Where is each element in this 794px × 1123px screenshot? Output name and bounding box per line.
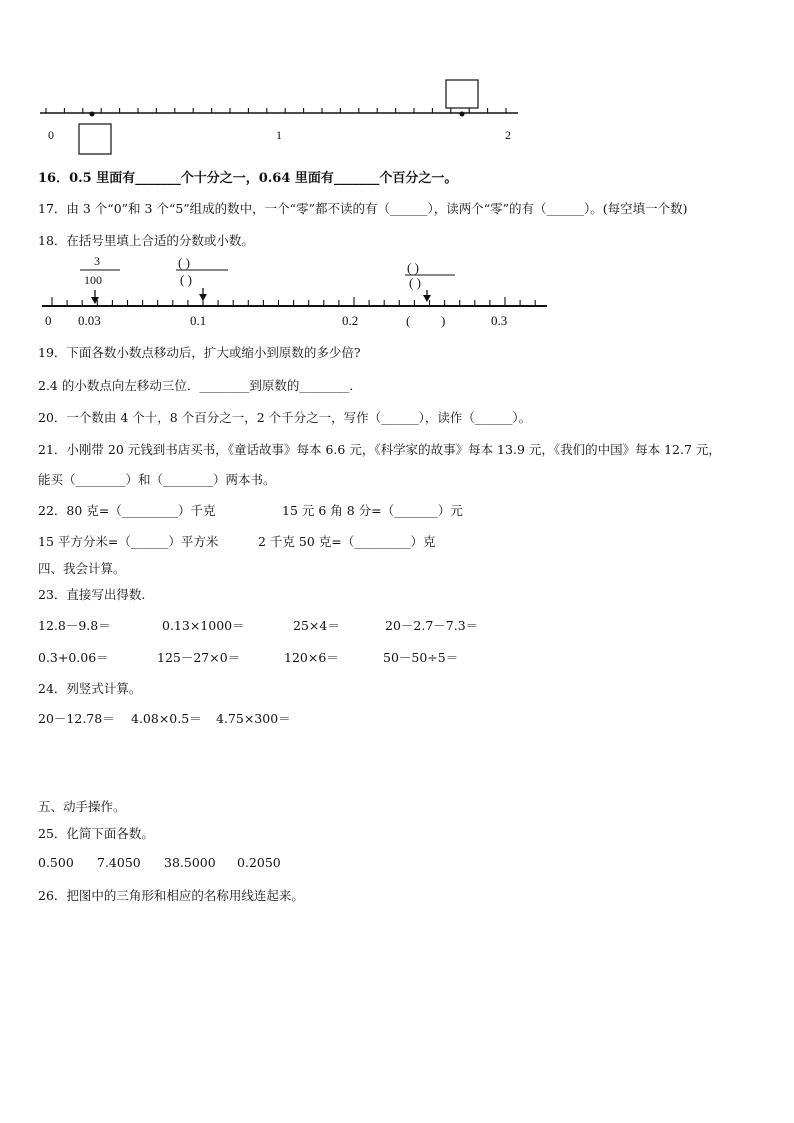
tick-label-01: 0.1 [190,313,207,328]
question-18: 18．在括号里填上合适的分数或小数。 [38,233,254,248]
question-22-b: 15 元 6 角 8 分=（_______）元 [282,503,463,518]
question-26: 26．把图中的三角形和相应的名称用线连起来。 [38,888,304,903]
fraction-numerator: 3 [94,254,100,268]
question-22-c: 15 平方分米=（______）平方米 [38,534,219,549]
paren-blank-a-top[interactable]: ( ) [178,255,190,270]
tick-label-02: 0.2 [342,313,359,328]
calc-item: 125－27×0＝ [157,650,241,665]
answer-box-top[interactable] [446,80,478,108]
tick-label-2: 2 [505,128,511,142]
tick-label-003: 0.03 [78,313,101,328]
calc-item: 12.8－9.8＝ [38,618,111,633]
vertical-calc-item: 4.08×0.5＝ [131,711,202,726]
section-4-heading: 四、我会计算。 [38,561,126,576]
simplify-item: 7.4050 [97,855,141,870]
tick-label-03: 0.3 [491,313,508,328]
vertical-calc-item: 20－12.78＝ [38,711,115,726]
calc-item: 25×4＝ [293,618,340,633]
question-21-line1: 21．小刚带 20 元钱到书店买书，《童话故事》每本 6.6 元，《科学家的故事》每本 13.9 元，《我们的中国》每本 12.7 元， [38,442,721,457]
question-20: 20．一个数由 4 个十，8 个百分之一，2 个千分之一，写作（______），读作（______）。 [38,410,532,425]
question-16: 16．0.5 里面有_______个十分之一，0.64 里面有_______个百分之一。 [38,171,458,186]
calc-item: 0.13×1000＝ [162,618,245,633]
paren-blank-b-bottom[interactable]: ( ) [409,275,421,290]
question-25: 25．化简下面各数。 [38,826,154,841]
vertical-calc-item: 4.75×300＝ [216,711,291,726]
question-17: 17．由 3 个“0”和 3 个“5”组成的数中，一个“零”都不读的有（______），读两个“零”的有（______）。(每空填一个数) [38,201,688,216]
paren-blank-a-bottom[interactable]: ( ) [180,272,192,287]
tick-label-0: 0 [48,128,54,142]
calc-item: 20－2.7－7.3＝ [385,618,479,633]
question-24: 24．列竖式计算。 [38,681,142,696]
tick-label-1: 1 [276,128,282,142]
simplify-item: 38.5000 [164,855,216,870]
answer-paren-close[interactable]: ) [441,313,446,328]
point-marker-a [90,112,95,117]
fraction-denominator: 100 [84,273,102,287]
number-line-1 [0,0,794,160]
question-23: 23．直接写出得数. [38,587,146,602]
question-19: 19．下面各数小数点移动后，扩大或缩小到原数的多少倍? [38,345,361,360]
arrow-head-2 [199,294,207,301]
question-21-line2: 能买（________）和（________）两本书。 [38,472,276,487]
paren-blank-b-top[interactable]: ( ) [407,260,419,275]
point-marker-b [460,112,465,117]
section-5-heading: 五、动手操作。 [38,799,126,814]
calc-item: 50－50÷5＝ [383,650,459,665]
tick-label-0: 0 [45,313,52,328]
answer-box-bottom[interactable] [79,124,111,154]
calc-item: 120×6＝ [284,650,339,665]
question-19-line: 2.4 的小数点向左移动三位．________到原数的________． [38,378,362,393]
simplify-item: 0.500 [38,855,74,870]
question-22-a: 22．80 克=（_________）千克 [38,503,216,518]
question-22-d: 2 千克 50 克=（_________）克 [258,534,436,549]
number-line-2 [0,250,794,340]
answer-paren-open[interactable]: ( [406,313,411,328]
calc-item: 0.3+0.06＝ [38,650,109,665]
simplify-item: 0.2050 [237,855,281,870]
